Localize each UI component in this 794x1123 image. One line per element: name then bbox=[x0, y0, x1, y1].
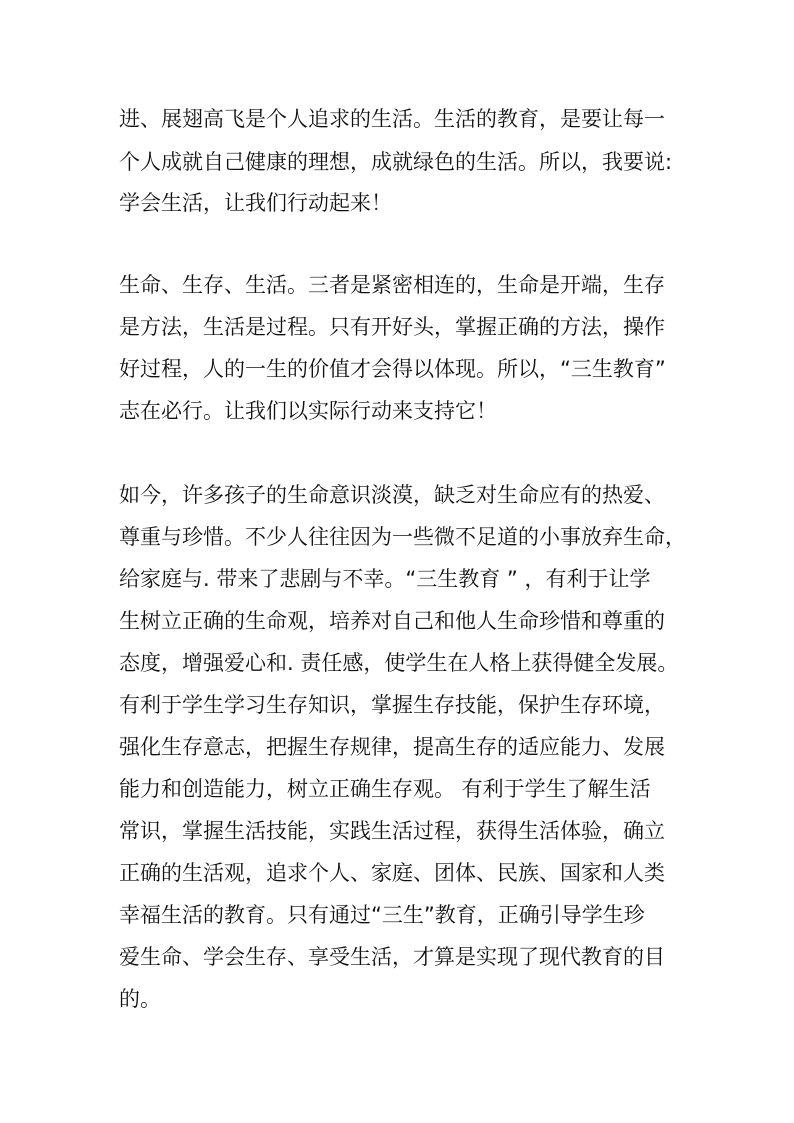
paragraph-3-line-5: 态度，增强爱心和. 责任感，使学生在人格上获得健全发展。 bbox=[119, 651, 679, 675]
paragraph-3-line-1: 如今，许多孩子的生命意识淡漠，缺乏对生命应有的热爱、 bbox=[119, 483, 665, 507]
paragraph-3-line-7: 强化生存意志，把握生存规律，提高生存的适应能力、发展 bbox=[119, 735, 665, 759]
paragraph-3-line-6: 有利于学生学习生存知识，掌握生存技能，保护生存环境， bbox=[119, 693, 665, 717]
paragraph-3-line-10: 正确的生活观，追求个人、家庭、团体、民族、国家和人类 bbox=[119, 861, 665, 885]
paragraph-2-line-1: 生命、生存、生活。三者是紧密相连的，生命是开端，生存 bbox=[119, 273, 665, 297]
paragraph-3-line-11: 幸福生活的教育。只有通过“三生”教育，正确引导学生珍 bbox=[119, 903, 645, 927]
paragraph-2-line-4: 志在必行。让我们以实际行动来支持它！ bbox=[119, 399, 497, 423]
paragraph-3-line-13: 的。 bbox=[119, 987, 161, 1011]
paragraph-3-line-8: 能力和创造能力，树立正确生存观。 有利于学生了解生活 bbox=[119, 777, 651, 801]
paragraph-3-line-4: 生树立正确的生命观，培养对自己和他人生命珍惜和尊重的 bbox=[119, 609, 665, 633]
paragraph-2-line-2: 是方法，生活是过程。只有开好头，掌握正确的方法，操作 bbox=[119, 315, 665, 339]
paragraph-1-line-3: 学会生活，让我们行动起来！ bbox=[119, 191, 392, 215]
paragraph-3-line-12: 爱生命、学会生存、享受生活，才算是实现了现代教育的目 bbox=[119, 945, 665, 969]
paragraph-1-line-2: 个人成就自己健康的理想，成就绿色的生活。所以，我要说: bbox=[119, 150, 673, 174]
paragraph-2-line-3: 好过程，人的一生的价值才会得以体现。所以，“三生教育” bbox=[119, 357, 666, 381]
paragraph-3-line-2: 尊重与珍惜。不少人往往因为一些微不足道的小事放弃生命， bbox=[119, 525, 686, 549]
paragraph-1-line-1: 进、展翅高飞是个人追求的生活。生活的教育，是要让每一 bbox=[119, 107, 665, 131]
paragraph-3-line-3: 给家庭与. 带来了悲剧与不幸。“三生教育 ” ，有利于让学 bbox=[119, 567, 651, 591]
paragraph-3-line-9: 常识，掌握生活技能，实践生活过程，获得生活体验，确立 bbox=[119, 819, 665, 843]
